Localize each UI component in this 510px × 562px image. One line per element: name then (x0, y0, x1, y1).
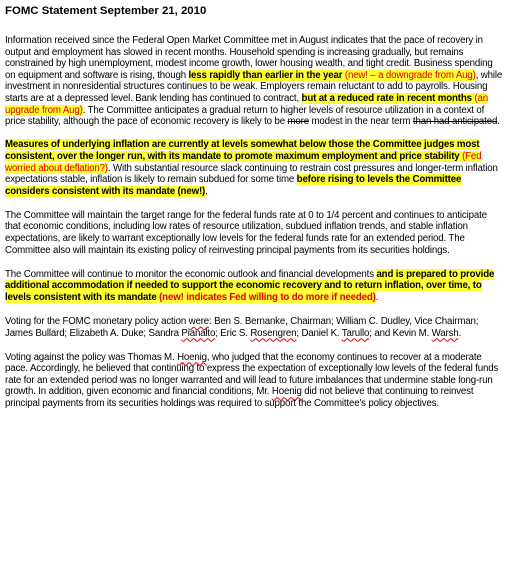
text: Information received since the Federal Open Market Committee met in August indicates that the pace of recovery in output and employment has slowed in recent months. Household spending is increasing gradually, but remains constrained by high unemployment, modest income growth, lower housing wealth, and tight credit. Business spending on equipment and software is rising, though (5, 35, 493, 81)
spellcheck-word: Hoenig (271, 386, 302, 398)
text: did not believe that continuing to reinvest principal payments from its securities holdings was required to support the Committee's policy objectives. (5, 386, 474, 410)
highlight-inflation-measures: Measures of underlying inflation are currently at levels somewhat below those the Committee judges most consistent, over the longer run, with its mandate to promote maximum employment and price stability (5, 139, 480, 162)
spellcheck-word: Rosengren (250, 327, 297, 339)
paragraph-federal-funds-rate: The Committee will maintain the target range for the federal funds rate at 0 to 1/4 percent and continues to anticipate that economic conditions, including low rates of resource utilization, subdued inflation trends, and stable inflation expectations, are likely to warrant exceptionally low levels for the federal funds rate for an extended period. The Committee also will maintain its existing policy of reinvesting principal payments from its securities holdings. (5, 209, 487, 256)
text: ; Eric S. (215, 327, 251, 339)
paragraph-outlook (5, 269, 504, 304)
annotation-upgrade: (an upgrade from Aug) (5, 92, 488, 116)
text: Voting against the policy was Thomas M. (5, 351, 178, 363)
text: . (205, 185, 208, 197)
text: , while investment in nonresidential structures continues to be weak. Employers remain reluctant to add to payrolls. Housing starts are at a depressed level. Bank lending has continued to contract, (5, 69, 503, 104)
text: ; Daniel K. (296, 327, 342, 339)
document-title: FOMC Statement September 21, 2010 (5, 5, 207, 17)
paragraph-economic-conditions (5, 35, 504, 128)
highlight-additional-accommodation: and is prepared to provide additional accommodation if needed to support the economic recovery and to return inflation, over time, to levels consistent with its mandate (5, 268, 495, 303)
text: , who judged that the economy continues to recover at a moderate pace. Accordingly, he believed that continuing to express the expectation of exceptionally low levels of the federal funds rate for an extended period was no longer warranted and will lead to future imbalances that undermine stable long-run growth. In addition, given economic and financial conditions, Mr. (5, 351, 499, 398)
spellcheck-word: Hoenig (177, 351, 207, 363)
highlight-before-rising: before rising to levels the Committee considers consistent with its mandate (new!) (5, 174, 462, 197)
highlight-less-rapidly: less rapidly than earlier in the year (188, 69, 345, 81)
text: . With substantial resource slack continuing to restrain cost pressures and longer-term inflation expectations stable, inflation is likely to remain subdued for some time (5, 162, 498, 186)
text: The Committee will continue to monitor the economic outlook and financial developments (5, 268, 377, 280)
struck-text-anticipated: than had anticipated (412, 116, 498, 128)
text: Voting for the FOMC monetary policy action (5, 315, 189, 327)
text: . (497, 116, 500, 128)
text: : Ben S. Bernanke, Chairman; William C. Dudley, Vice Chairman; James Bullard; Elizabeth A. Duke; Sandra (5, 315, 479, 339)
spellcheck-word: were (188, 315, 210, 327)
text: ; and Kevin M. (369, 327, 432, 339)
annotation-deflation: (Fed worried about deflation?) (5, 150, 482, 174)
struck-text-more: more (287, 116, 309, 128)
spellcheck-word: Tarullo (341, 327, 370, 339)
paragraph-inflation (5, 139, 504, 197)
paragraph-voting-against (5, 352, 504, 410)
text: . The Committee anticipates a gradual return to higher levels of resource utilization in a context of price stability, although the pace of economic recovery is likely to be (5, 104, 485, 128)
annotation-willing-to-do-more: (new! indicates Fed willing to do more if needed) (159, 291, 376, 303)
paragraph-voting-for (5, 316, 504, 339)
annotation-downgrade: (new! – a downgrade from Aug) (344, 69, 476, 81)
highlight-reduced-rate: but at a reduced rate in recent months (301, 92, 475, 104)
text: . (458, 327, 462, 339)
spellcheck-word: Warsh (431, 327, 459, 339)
spellcheck-word: Pianalto (181, 327, 216, 339)
text: modest in the near term (308, 116, 413, 128)
text: . (375, 291, 379, 303)
